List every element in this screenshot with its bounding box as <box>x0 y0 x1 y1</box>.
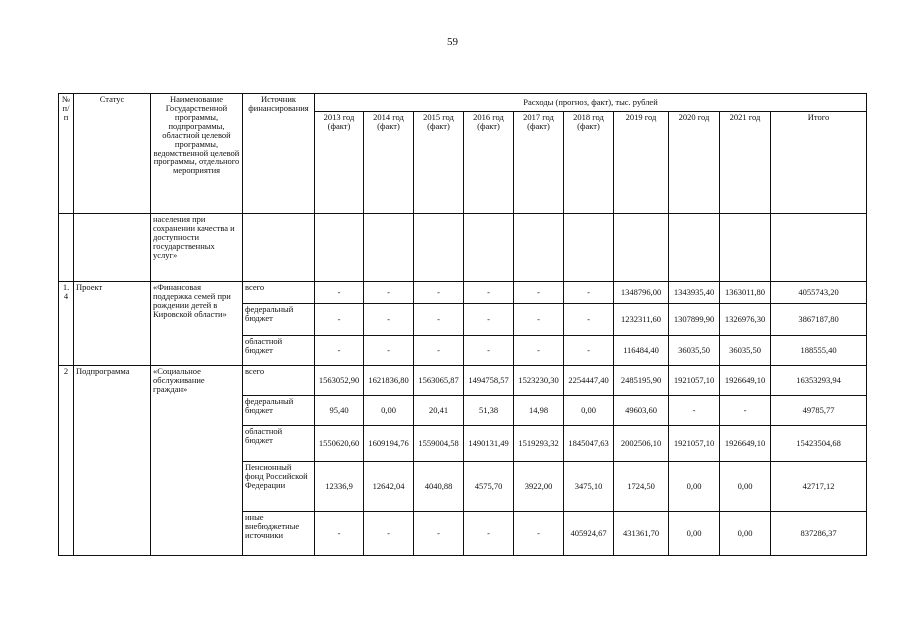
header-status: Статус <box>74 94 151 214</box>
header-num: № п/п <box>59 94 74 214</box>
total-cell: 188555,40 <box>771 336 867 366</box>
value-cell: - <box>364 282 414 304</box>
value-cell: 1921057,10 <box>669 366 720 396</box>
value-cell: 405924,67 <box>564 512 614 556</box>
value-cell: - <box>564 282 614 304</box>
row-source: иные внебюджетные источники <box>243 512 315 556</box>
value-cell: - <box>315 282 364 304</box>
row-num: 2 <box>59 366 74 556</box>
empty-cell <box>243 214 315 282</box>
value-cell: - <box>564 336 614 366</box>
value-cell: 36035,50 <box>669 336 720 366</box>
header-year: 2015 год (факт) <box>414 112 464 214</box>
value-cell: 1343935,40 <box>669 282 720 304</box>
value-cell: 1326976,30 <box>720 304 771 336</box>
value-cell: 0,00 <box>720 512 771 556</box>
value-cell: 12642,04 <box>364 462 414 512</box>
value-cell: - <box>514 282 564 304</box>
empty-cell <box>720 214 771 282</box>
header-year: 2019 год <box>614 112 669 214</box>
value-cell: 0,00 <box>669 462 720 512</box>
budget-table <box>58 93 867 556</box>
header-name: Наименование Государственной программы, подпрограммы, областной целевой программы, ведомственной целевой программы, отдельного мероприятия <box>151 94 243 214</box>
value-cell: 1621836,80 <box>364 366 414 396</box>
value-cell: 1494758,57 <box>464 366 514 396</box>
value-cell: 2254447,40 <box>564 366 614 396</box>
value-cell: - <box>514 304 564 336</box>
header-year: 2021 год <box>720 112 771 214</box>
value-cell: 1926649,10 <box>720 366 771 396</box>
empty-cell <box>514 214 564 282</box>
value-cell: - <box>464 304 514 336</box>
row-source: федеральный бюджет <box>243 396 315 426</box>
total-cell: 16353293,94 <box>771 366 867 396</box>
value-cell: 1921057,10 <box>669 426 720 462</box>
value-cell: 4040,88 <box>414 462 464 512</box>
empty-cell <box>464 214 514 282</box>
value-cell: - <box>364 512 414 556</box>
row-name: «Социальное обслуживание граждан» <box>151 366 243 556</box>
table-row <box>59 282 867 304</box>
row-source: областной бюджет <box>243 426 315 462</box>
row-status: Проект <box>74 282 151 366</box>
header-source: Источник финансирования <box>243 94 315 214</box>
value-cell: 2002506,10 <box>614 426 669 462</box>
row-status: Подпрограмма <box>74 366 151 556</box>
value-cell: 49603,60 <box>614 396 669 426</box>
value-cell: 1348796,00 <box>614 282 669 304</box>
header-year: Итого <box>771 112 867 214</box>
value-cell: - <box>464 336 514 366</box>
value-cell: - <box>414 512 464 556</box>
header-expenses: Расходы (прогноз, факт), тыс. рублей <box>315 94 867 112</box>
total-cell: 3867187,80 <box>771 304 867 336</box>
row-source: Пенсионный фонд Российской Федерации <box>243 462 315 512</box>
empty-cell <box>74 214 151 282</box>
header-year: 2016 год (факт) <box>464 112 514 214</box>
value-cell: 1563052,90 <box>315 366 364 396</box>
value-cell: 1926649,10 <box>720 426 771 462</box>
header-year: 2018 год (факт) <box>564 112 614 214</box>
value-cell: 4575,70 <box>464 462 514 512</box>
row-source: федеральный бюджет <box>243 304 315 336</box>
row-name: «Финансовая поддержка семей при рождении детей в Кировской области» <box>151 282 243 366</box>
value-cell: 431361,70 <box>614 512 669 556</box>
value-cell: - <box>364 304 414 336</box>
value-cell: 51,38 <box>464 396 514 426</box>
empty-cell <box>771 214 867 282</box>
value-cell: - <box>464 282 514 304</box>
total-cell: 4055743,20 <box>771 282 867 304</box>
value-cell: 14,98 <box>514 396 564 426</box>
value-cell: 1724,50 <box>614 462 669 512</box>
value-cell: 1609194,76 <box>364 426 414 462</box>
header-year: 2020 год <box>669 112 720 214</box>
empty-cell <box>59 214 74 282</box>
value-cell: 1232311,60 <box>614 304 669 336</box>
value-cell: - <box>514 512 564 556</box>
value-cell: - <box>315 512 364 556</box>
value-cell: 1559004,58 <box>414 426 464 462</box>
empty-cell <box>364 214 414 282</box>
value-cell: - <box>464 512 514 556</box>
value-cell: 3922,00 <box>514 462 564 512</box>
row-num: 1.4 <box>59 282 74 366</box>
value-cell: 1523230,30 <box>514 366 564 396</box>
row-source: областной бюджет <box>243 336 315 366</box>
value-cell: 3475,10 <box>564 462 614 512</box>
value-cell: 1307899,90 <box>669 304 720 336</box>
value-cell: - <box>564 304 614 336</box>
empty-cell <box>669 214 720 282</box>
page-number: 59 <box>447 36 458 48</box>
value-cell: - <box>364 336 414 366</box>
header-year: 2014 год (факт) <box>364 112 414 214</box>
empty-cell <box>564 214 614 282</box>
value-cell: - <box>315 304 364 336</box>
value-cell: - <box>315 336 364 366</box>
total-cell: 42717,12 <box>771 462 867 512</box>
continuation-row <box>59 214 867 282</box>
empty-cell <box>614 214 669 282</box>
value-cell: 12336,9 <box>315 462 364 512</box>
value-cell: - <box>414 282 464 304</box>
header-year: 2013 год (факт) <box>315 112 364 214</box>
header-row <box>59 94 867 112</box>
value-cell: 20,41 <box>414 396 464 426</box>
value-cell: 2485195,90 <box>614 366 669 396</box>
total-cell: 837286,37 <box>771 512 867 556</box>
total-cell: 15423504,68 <box>771 426 867 462</box>
value-cell: 95,40 <box>315 396 364 426</box>
value-cell: - <box>669 396 720 426</box>
total-cell: 49785,77 <box>771 396 867 426</box>
empty-cell <box>414 214 464 282</box>
row-source: всего <box>243 282 315 304</box>
value-cell: 0,00 <box>669 512 720 556</box>
budget-table-body <box>59 94 867 556</box>
value-cell: - <box>720 396 771 426</box>
row-source: всего <box>243 366 315 396</box>
value-cell: - <box>414 336 464 366</box>
value-cell: 0,00 <box>720 462 771 512</box>
value-cell: 1490131,49 <box>464 426 514 462</box>
value-cell: 1563065,87 <box>414 366 464 396</box>
value-cell: 1519293,32 <box>514 426 564 462</box>
empty-cell <box>315 214 364 282</box>
value-cell: 1550620,60 <box>315 426 364 462</box>
value-cell: - <box>414 304 464 336</box>
value-cell: 1363011,80 <box>720 282 771 304</box>
table-row <box>59 366 867 396</box>
value-cell: 0,00 <box>364 396 414 426</box>
value-cell: 116484,40 <box>614 336 669 366</box>
header-year: 2017 год (факт) <box>514 112 564 214</box>
value-cell: 0,00 <box>564 396 614 426</box>
value-cell: - <box>514 336 564 366</box>
value-cell: 1845047,63 <box>564 426 614 462</box>
continuation-name: населения при сохранении качества и доступности государственных услуг» <box>151 214 243 282</box>
value-cell: 36035,50 <box>720 336 771 366</box>
